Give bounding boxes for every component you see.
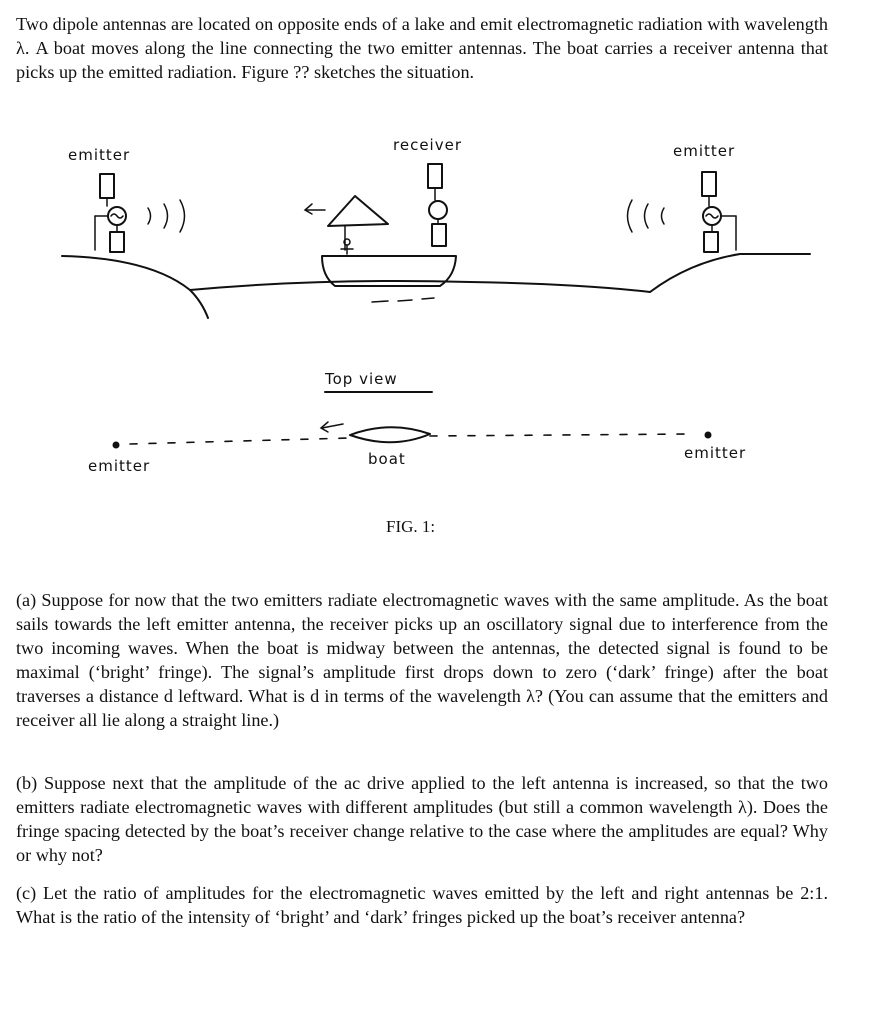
left-emitter-antenna-icon bbox=[95, 174, 126, 252]
side-label-receiver: receiver bbox=[393, 136, 462, 154]
side-label-emitter-left: emitter bbox=[68, 146, 131, 164]
top-dashed-line-right-icon bbox=[430, 434, 690, 436]
question-b: (b) Suppose next that the amplitude of the ac drive applied to the left antenna is increased, so that the two emitters radiate electromagnetic waves with different amplitudes (but still a common wavelength λ). Does the fringe spacing detected by the boat’s receiver change relative to the case where the amplitudes are equal? Why or why not? bbox=[16, 773, 828, 865]
top-boat-icon bbox=[350, 427, 430, 442]
reflection-dashes-icon bbox=[372, 298, 434, 302]
question-a: (a) Suppose for now that the two emitters radiate electromagnetic waves with the same amplitude. As the boat sails towards the left emitter antenna, the receiver picks up an oscillatory signal due to interference from the two incoming waves. When the boat is midway between the antennas, the detected signal is found to be maximal (‘bright’ fringe). The signal’s amplitude first drops down to zero (‘dark’ fringe) after the boat traverses a distance d leftward. What is d in terms of the wavelength λ? (You can assume that the emitters and receiver all lie along a straight line.) bbox=[16, 590, 828, 730]
left-shore-icon bbox=[62, 256, 208, 318]
side-label-emitter-right: emitter bbox=[673, 142, 736, 160]
top-label-emitter-left: emitter bbox=[88, 457, 151, 475]
sail-icon bbox=[328, 196, 388, 226]
question-c: (c) Let the ratio of amplitudes for the electromagnetic waves emitted by the left and right antennas be 2:1. What is the ratio of the intensity of ‘bright’ and ‘dark’ fringes picked up the boat’s receiver antenna? bbox=[16, 883, 828, 927]
right-shore-icon bbox=[650, 254, 810, 292]
right-wave-marks-icon bbox=[628, 200, 665, 232]
top-view-title: Top view bbox=[325, 370, 398, 388]
right-emitter-antenna-icon bbox=[702, 172, 736, 252]
boat-direction-arrow-icon bbox=[305, 204, 325, 214]
figure-caption: FIG. 1: bbox=[386, 517, 436, 536]
receiver-antenna-icon bbox=[428, 164, 447, 246]
figure-1 bbox=[0, 130, 887, 550]
top-direction-arrow-icon bbox=[321, 422, 343, 432]
top-label-boat: boat bbox=[368, 450, 406, 468]
top-dashed-line-left-icon bbox=[130, 438, 350, 444]
intro-paragraph: Two dipole antennas are located on opposite ends of a lake and emit electromagnetic radiation with wavelength λ. A boat moves along the line connecting the two emitter antennas. The boat carries a receiver antenna that picks up the emitted radiation. Figure ?? sketches the situation. bbox=[16, 14, 828, 82]
left-wave-marks-icon bbox=[148, 200, 185, 232]
top-right-emitter-dot-icon bbox=[705, 432, 712, 439]
sailor-figure-icon bbox=[341, 239, 353, 254]
top-label-emitter-right: emitter bbox=[684, 444, 747, 462]
top-left-emitter-dot-icon bbox=[113, 442, 120, 449]
